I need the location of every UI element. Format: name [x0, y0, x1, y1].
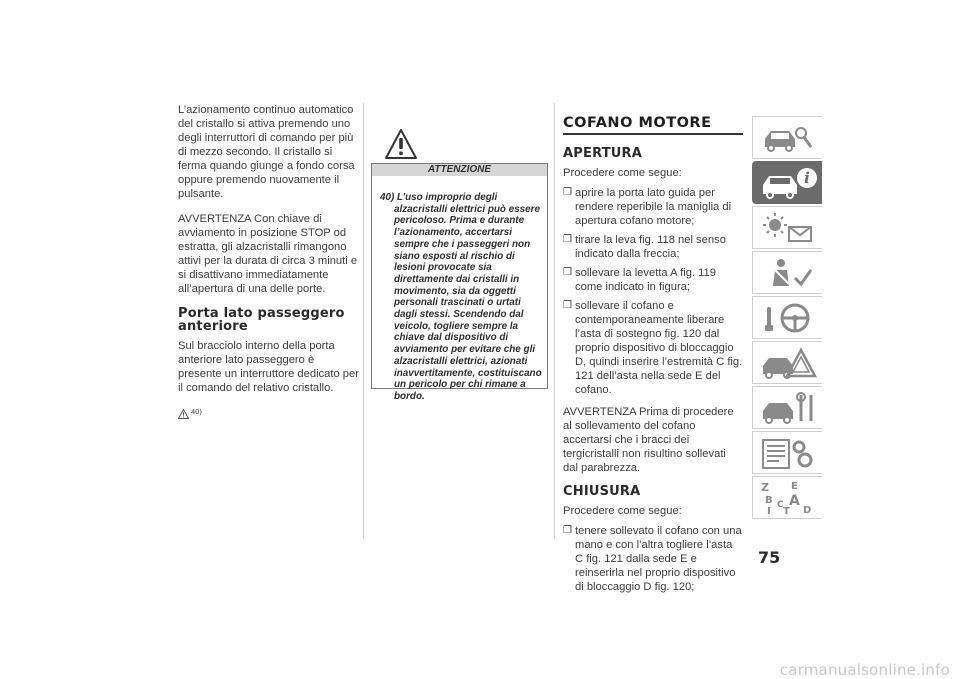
index-letter: B [765, 495, 773, 506]
list-item: ❒ sollevare il cofano e contemporaneamente liberare l’asta di sostegno fig. 120 dal proprio dispositivo di bloccaggio D, quindi inserire l’estremità C fig. 121 dell’asta nella sede E del cofano. [563, 300, 743, 396]
paragraph-wiper-note: AVVERTENZA Prima di procedere al sollevamento del cofano accertarsi che i bracci dei tergicristalli non risultino sollevati dal parabrezza. [563, 406, 734, 474]
chapter-sidebar [752, 116, 822, 521]
apertura-intro: Procedere come segue: [563, 167, 682, 179]
paragraph-warning-note: AVVERTENZA Con chiave di avviamento in posizione STOP od estratta, gli alzacristalli rimangono attivi per la durata di circa 3 minuti e si disattivano immediatamente all’apertura di una delle porte. [178, 213, 358, 295]
paragraph-auto-window: L’azionamento continuo automatico del cristallo si attiva premendo uno degli interruttori di comando per più di mezzo secondo. Il cristallo si ferma quando giunge a fondo corsa oppure premendo nuovamente il pulsante. [178, 104, 355, 200]
index-letter: T [783, 506, 790, 515]
right-column [563, 115, 743, 599]
warning-body [372, 176, 547, 403]
warning-header: ATTENZIONE [372, 164, 547, 176]
warning-triangle-icon [178, 409, 189, 419]
watermark: carmanualsonline.info [779, 661, 950, 679]
index-letter: C [777, 500, 784, 510]
warning-reference [178, 405, 360, 419]
column-divider-left [363, 103, 364, 539]
checkbox-bullet-icon: ❒ [563, 267, 572, 278]
checkbox-bullet-icon: ❒ [563, 234, 572, 245]
index-letter: D [803, 505, 812, 515]
checkbox-bullet-icon: ❒ [563, 187, 572, 198]
list-item: ❒ aprire la porta lato guida per rendere reperibile la maniglia di apertura cofano motore; [563, 187, 732, 227]
maintenance-icon [759, 391, 817, 425]
warning-reference-number: 40) [191, 407, 202, 416]
warning-text [380, 192, 543, 403]
index-letter: I [767, 506, 771, 515]
heading-apertura: APERTURA [563, 146, 642, 161]
tab-car-info[interactable] [752, 161, 822, 204]
tab-safety[interactable] [752, 251, 822, 294]
tab-maintenance[interactable] [752, 386, 822, 429]
checkbox-bullet-icon: ❒ [563, 300, 572, 311]
warning-sign-icon [384, 128, 418, 160]
warning-lights-icon [759, 211, 817, 245]
technical-data-icon [759, 436, 817, 470]
heading-chiusura: CHIUSURA [563, 484, 641, 499]
heading-passenger-door: Porta lato passeggero anteriore [178, 306, 345, 334]
tab-starting[interactable] [752, 296, 822, 339]
apertura-list [563, 186, 743, 397]
column-divider-right [554, 103, 555, 539]
chiusura-intro: Procedere come segue: [563, 505, 682, 517]
steering-wheel-icon [759, 301, 817, 335]
warning-number: 40) [380, 192, 395, 203]
left-column [178, 103, 360, 419]
warning-message: L’uso improprio degli alzacristalli elettrici può essere pericoloso. Prima e durante l’azionamento, accertarsi sempre che i passeggeri non siano esposti al rischio di lesioni provocate sia direttamente dai cristalli in movimento, sia da oggetti personali trascinati o urtati dagli stessi. Scendendo dal veicolo, togliere sempre la chiave dal dispositivo di avviamento per evitare che gli alzacristalli elettrici, azionati inavvertitamente, costituiscano un pericolo per chi rimane a bordo. [394, 192, 542, 402]
tab-index[interactable] [752, 476, 822, 519]
chiusura-list [563, 524, 743, 594]
list-item: ❒ tenere sollevato il cofano con una mano e con l’altra togliere l’asta C fig. 121 dalla sede E e reinserirla nel proprio dispositivo di bloccaggio D fig. 120; [563, 525, 742, 593]
checkbox-bullet-icon: ❒ [563, 525, 572, 536]
car-knowledge-icon [759, 121, 817, 155]
index-icon [759, 481, 817, 515]
section-title: COFANO MOTORE [563, 115, 743, 135]
tab-warning-lights[interactable] [752, 206, 822, 249]
list-item: ❒ tirare la leva fig. 118 nel senso indicato dalla freccia; [563, 234, 726, 260]
tab-knowledge[interactable] [752, 116, 822, 159]
page-number: 75 [758, 548, 781, 567]
list-item: ❒ sollevare la levetta A fig. 119 come indicato in figura; [563, 267, 716, 293]
index-letter: E [791, 481, 798, 492]
index-letter: A [789, 493, 800, 509]
car-info-icon [759, 166, 817, 200]
tab-technical-data[interactable] [752, 431, 822, 474]
emergency-icon [759, 346, 817, 380]
index-letter: Z [761, 481, 769, 494]
svg-text:i: i [804, 169, 810, 187]
warning-box [371, 163, 548, 402]
tab-emergency[interactable] [752, 341, 822, 384]
paragraph-passenger-switch: Sul bracciolo interno della porta anteriore lato passeggero è presente un interruttore dedicato per il comando del relativo cristallo. [178, 340, 359, 394]
safety-icon [759, 256, 817, 290]
